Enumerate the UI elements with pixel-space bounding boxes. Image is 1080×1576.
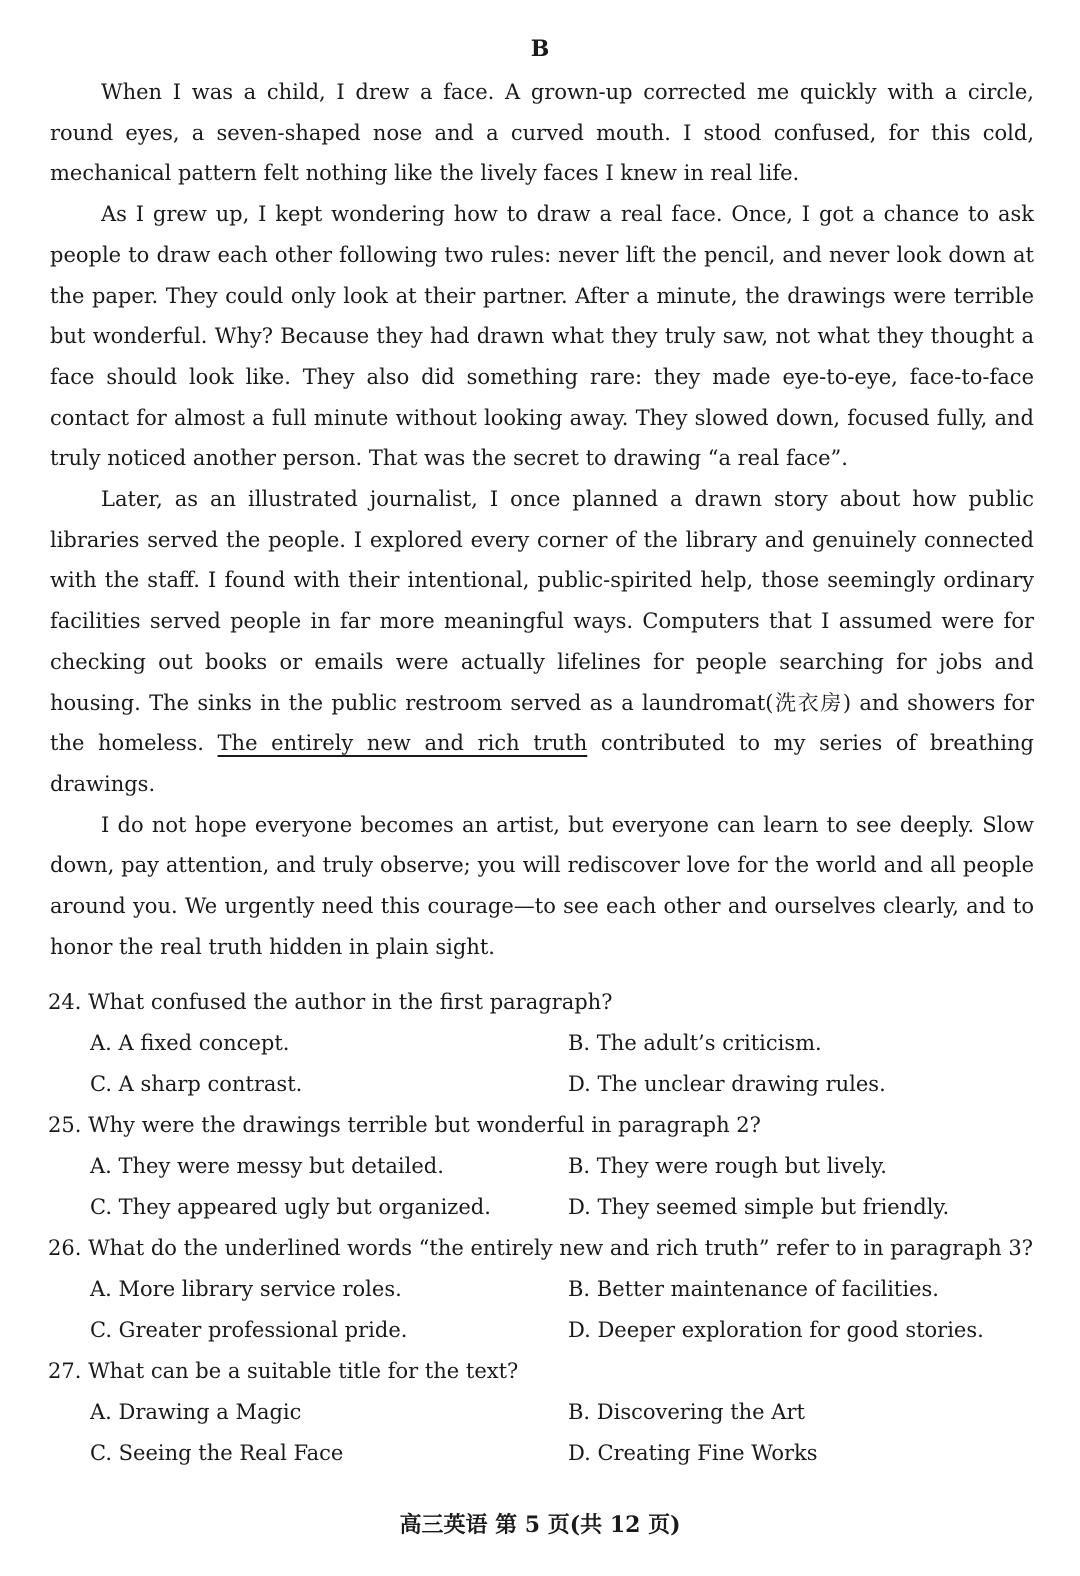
option-b: B. They were rough but lively. (568, 1154, 887, 1178)
question-24 (48, 982, 1038, 1105)
answer-options (48, 1146, 1038, 1228)
option-a: A. Drawing a Magic (90, 1400, 302, 1424)
question-26 (48, 1228, 1038, 1351)
underlined-phrase: The entirely new and rich truth (217, 731, 588, 756)
paragraph-3-text-before: Later, as an illustrated journalist, I once planned a drawn story about how public libraries served the people. I explored every corner of the library and genuinely connected with the staff. I found with their intentional, public-spirited help, those seemingly ordinary facilities served people in far more meaningful ways. Computers that I assumed were for checking out books or emails were actually lifelines for people searching for jobs and housing. The sinks in the public restroom served as a laundromat(洗衣房) and showers for the homeless. (50, 487, 1034, 756)
paragraph-4: I do not hope everyone becomes an artist, but everyone can learn to see deeply. Slow down, pay attention, and truly observe; you will rediscover love for the world and all people around you. We urgently need this courage—to see each other and ourselves clearly, and to honor the real truth hidden in plain sight. (50, 812, 1034, 959)
question-stem: 25. Why were the drawings terrible but wonderful in paragraph 2? (48, 1113, 761, 1137)
question-stem: 26. What do the underlined words “the entirely new and rich truth” refer to in paragraph 3? (48, 1236, 1033, 1260)
option-a: A. A fixed concept. (90, 1031, 290, 1055)
answer-options (48, 1269, 1038, 1351)
option-b: B. Better maintenance of facilities. (568, 1277, 939, 1301)
option-d: D. The unclear drawing rules. (568, 1072, 886, 1096)
paragraph-3 (50, 479, 1034, 805)
option-b: B. The adult’s criticism. (568, 1031, 822, 1055)
option-c: C. They appeared ugly but organized. (90, 1195, 491, 1219)
paragraph-1: When I was a child, I drew a face. A grown-up corrected me quickly with a circle, round eyes, a seven-shaped nose and a curved mouth. I stood confused, for this cold, mechanical pattern felt nothing like the lively faces I knew in real life. (50, 80, 1034, 186)
option-a: A. More library service roles. (90, 1277, 402, 1301)
question-25 (48, 1105, 1038, 1228)
question-stem: 27. What can be a suitable title for the text? (48, 1359, 519, 1383)
answer-options (48, 1023, 1038, 1105)
question-list (48, 982, 1038, 1474)
section-heading: B (530, 36, 550, 62)
option-a: A. They were messy but detailed. (90, 1154, 444, 1178)
reading-passage (50, 72, 1034, 967)
option-c: C. Greater professional pride. (90, 1318, 408, 1342)
option-c: C. Seeing the Real Face (90, 1441, 344, 1465)
paragraph-2: As I grew up, I kept wondering how to draw a real face. Once, I got a chance to ask people to draw each other following two rules: never lift the pencil, and never look down at the paper. They could only look at their partner. After a minute, the drawings were terrible but wonderful. Why? Because they had drawn what they truly saw, not what they thought a face should look like. They also did something rare: they made eye-to-eye, face-to-face contact for almost a full minute without looking away. They slowed down, focused fully, and truly noticed another person. That was the secret to drawing “a real face”. (50, 202, 1034, 471)
question-stem: 24. What confused the author in the first paragraph? (48, 990, 613, 1014)
answer-options (48, 1392, 1038, 1474)
paragraph-3-text-after: contributed to my series of breathing drawings. (50, 731, 1034, 796)
option-d: D. They seemed simple but friendly. (568, 1195, 950, 1219)
option-d: D. Deeper exploration for good stories. (568, 1318, 984, 1342)
option-c: C. A sharp contrast. (90, 1072, 303, 1096)
option-d: D. Creating Fine Works (568, 1441, 818, 1465)
page-footer: 高三英语 第 5 页(共 12 页) (399, 1512, 681, 1538)
question-27 (48, 1351, 1038, 1474)
option-b: B. Discovering the Art (568, 1400, 805, 1424)
